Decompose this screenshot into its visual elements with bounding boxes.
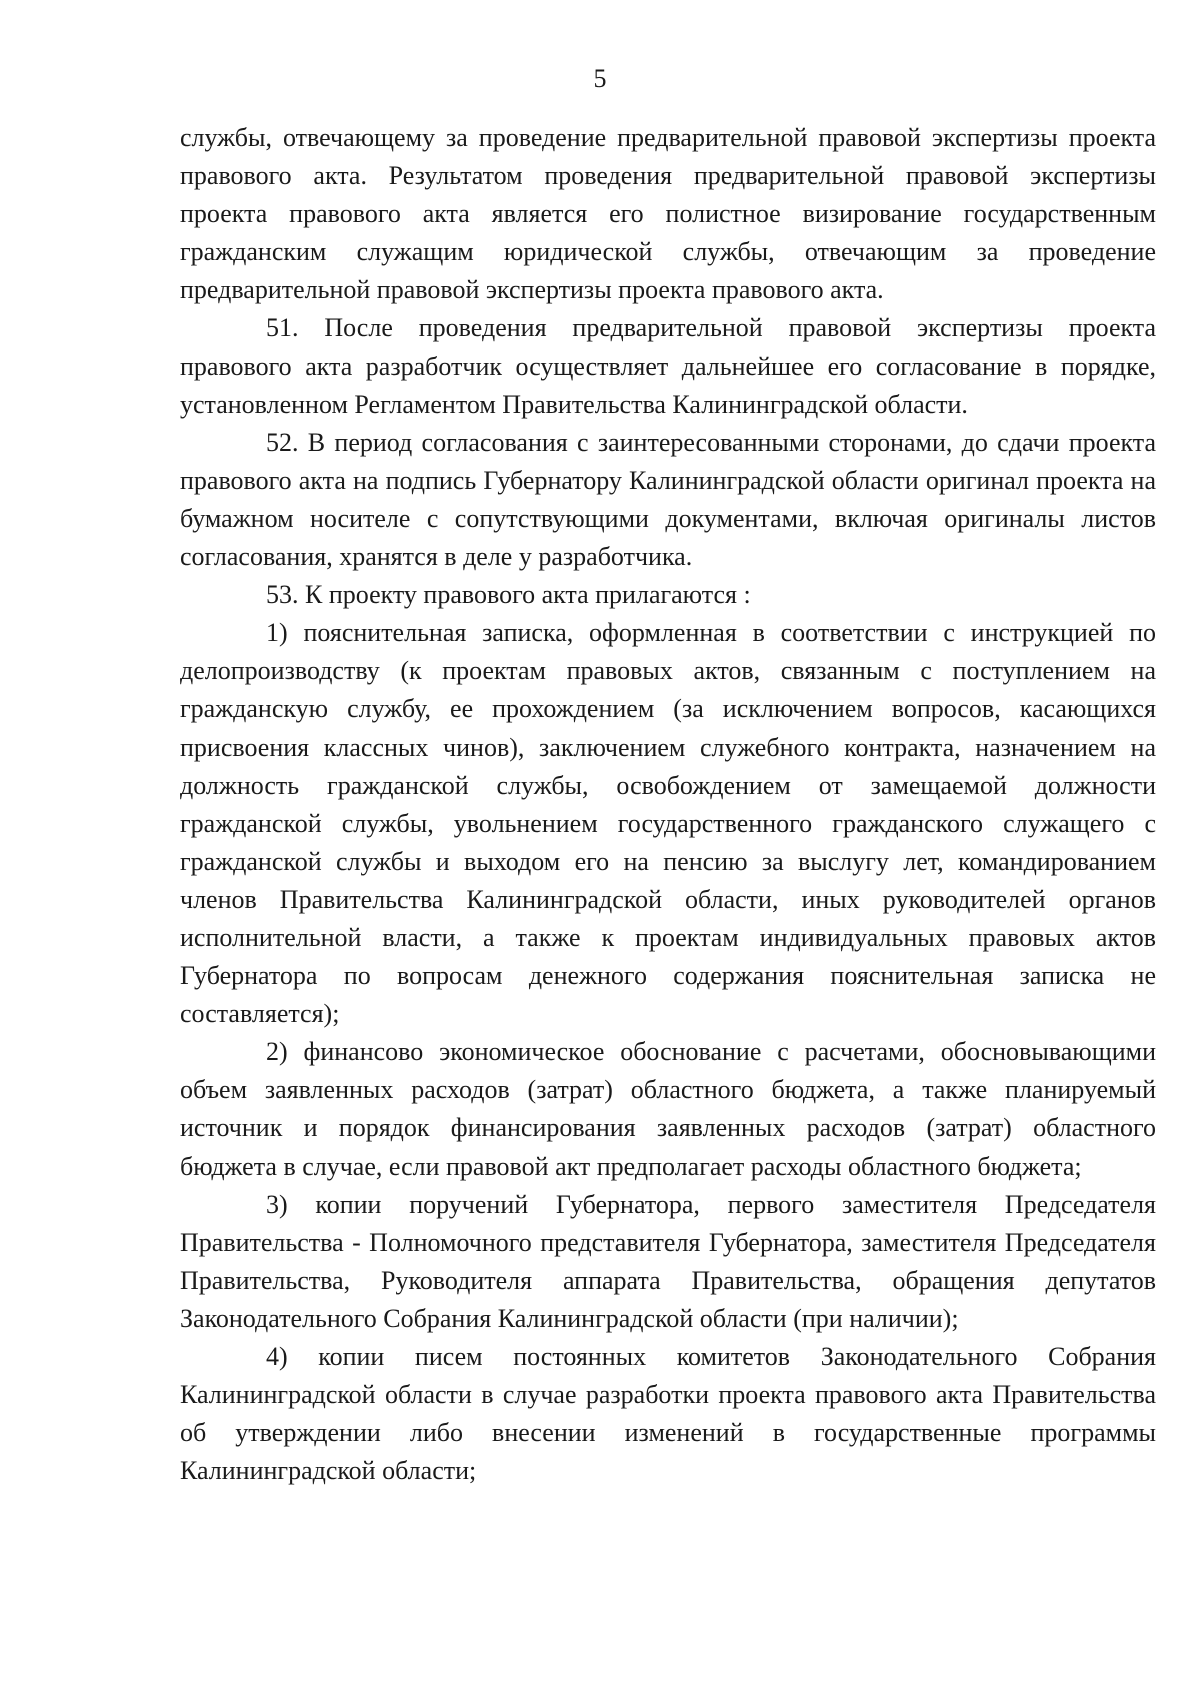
list-item-1: 1) пояснительная записка, оформленная в соответствии с инструкцией по делопроизводству (к проектам правовых актов, связанным с поступлением на гражданскую службу, ее прохождением (за исключением вопросов, касающихся присвоения классных чинов), заключением служебного контракта, назначением на должность гражданской службы, освобождением от замещаемой должности гражданской службы, увольнением государственного гражданского служащего с гражданской службы и выходом его на пенсию за выслугу лет, командированием членов Правительства Калининградской области, иных руководителей органов исполнительной власти, а также к проектам индивидуальных правовых актов Губернатора по вопросам денежного содержания пояснительная записка не составляется);: [180, 618, 1156, 1029]
paragraph-52: 52. В период согласования с заинтересованными сторонами, до сдачи проекта правового акта на подпись Губернатору Калининградской области оригинал проекта на бумажном носителе с сопутствующими документами, включая оригиналы листов согласования, хранятся в деле у разработчика.: [180, 427, 1156, 572]
list-item-3: 3) копии поручений Губернатора, первого заместителя Председателя Правительства - Полномочного представителя Губернатора, заместителя Председателя Правительства, Руководителя аппарата Правительства, обращения депутатов Законодательного Собрания Калининградской области (при наличии);: [180, 1189, 1156, 1333]
paragraph-continuation: службы, отвечающему за проведение предварительной правовой экспертизы проекта правового акта. Результатом проведения предварительной правовой экспертизы проекта правового акта является его полистное визирование государственным гражданским служащим юридической службы, отвечающим за проведение предварительной правовой экспертизы проекта правового акта.: [180, 123, 1156, 305]
paragraph-51: 51. После проведения предварительной правовой экспертизы проекта правового акта разработчик осуществляет дальнейшее его согласование в порядке, установленном Регламентом Правительства Калининградской области.: [180, 313, 1156, 419]
list-item-4: 4) копии писем постоянных комитетов Законодательного Собрания Калининградской области в случае разработки проекта правового акта Правительства об утверждении либо внесении изменений в государственные программы Калининградской области;: [180, 1342, 1156, 1486]
document-body: [180, 119, 1156, 1490]
page-number: 5: [593, 64, 607, 93]
paragraph-53: 53. К проекту правового акта прилагаются :: [266, 580, 751, 610]
list-item-2: 2) финансово экономическое обоснование с расчетами, обосновывающими объем заявленных расходов (затрат) областного бюджета, а также планируемый источник и порядок финансирования заявленных расходов (затрат) областного бюджета в случае, если правовой акт предполагает расходы областного бюджета;: [180, 1037, 1156, 1181]
